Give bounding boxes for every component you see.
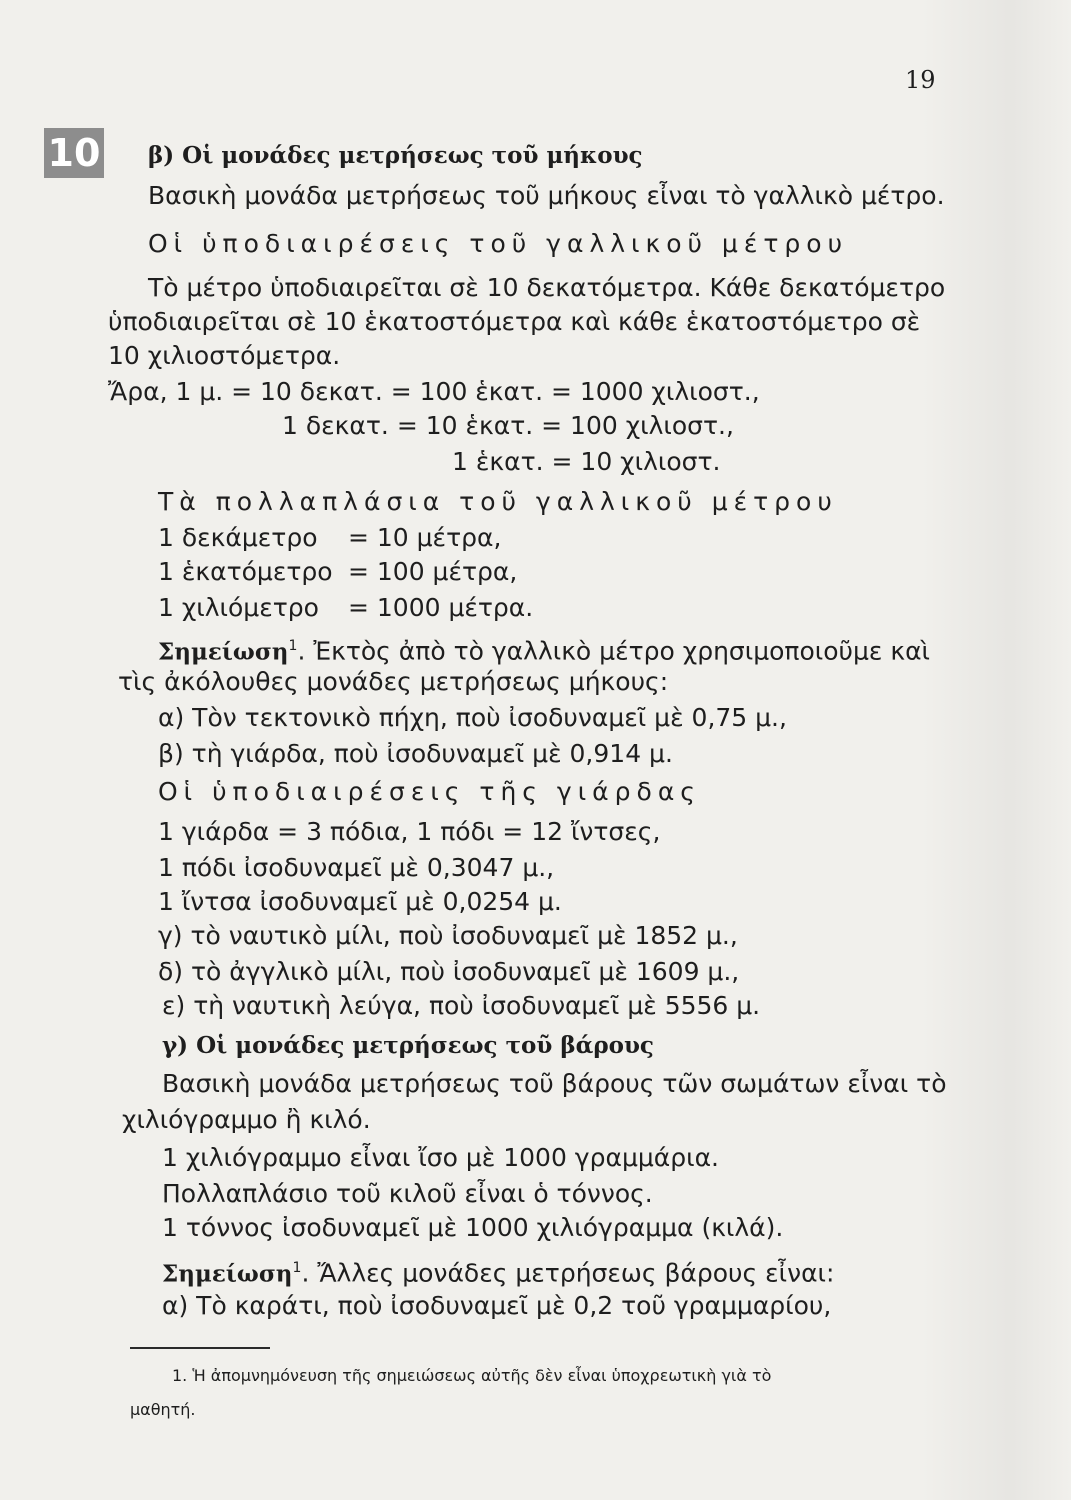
multiple-value: = 100 μέτρα,	[348, 557, 518, 586]
other-unit-b: β) τὴ γιάρδα, ποὺ ἰσοδυναμεῖ μὲ 0,914 μ.	[158, 739, 673, 768]
yard-subdivisions-title: Οἱ ὑποδιαιρέσεις τῆς γιάρδας	[158, 777, 701, 806]
note-2-marker: 1	[292, 1260, 302, 1276]
subdivisions-line-3: 10 χιλιοστόμετρα.	[108, 341, 341, 370]
other-unit-c: γ) τὸ ναυτικὸ μίλι, ποὺ ἰσοδυναμεῖ μὲ 1852 μ.,	[158, 921, 738, 950]
equivalence-line-3: 1 ἑκατ. = 10 χιλιοστ.	[452, 447, 721, 476]
yard-line-2: 1 πόδι ἰσοδυναμεῖ μὲ 0,3047 μ.,	[158, 853, 555, 882]
note-1-line-1	[158, 630, 930, 668]
note-1-line-2: τὶς ἀκόλουθες μονάδες μετρήσεως μήκους:	[118, 667, 669, 696]
page-number: 19	[905, 66, 936, 94]
yard-line-3: 1 ἴντσα ἰσοδυναμεῖ μὲ 0,0254 μ.	[158, 887, 562, 916]
note-2-text: . Ἄλλες μονάδες μετρήσεως βάρους εἶναι:	[301, 1258, 835, 1288]
yard-line-1: 1 γιάρδα = 3 πόδια, 1 πόδι = 12 ἴντσες,	[158, 817, 661, 846]
footnote-divider	[130, 1347, 270, 1349]
note-1-label: Σημείωση	[158, 638, 289, 666]
multiple-unit: 1 δεκάμετρο	[158, 523, 318, 552]
multiple-value: = 1000 μέτρα.	[348, 593, 534, 622]
other-unit-d: δ) τὸ ἀγγλικὸ μίλι, ποὺ ἰσοδυναμεῖ μὲ 1609 μ.,	[158, 957, 740, 986]
equivalence-line-2: 1 δεκατ. = 10 ἑκατ. = 100 χιλιοστ.,	[282, 411, 734, 440]
multiple-value: = 10 μέτρα,	[348, 523, 502, 552]
note-2-label: Σημείωση	[162, 1260, 293, 1288]
subdivisions-line-2: ὑποδιαιρεῖται σὲ 10 ἑκατοστόμετρα καὶ κάθε ἑκατοστόμετρο σὲ	[108, 307, 921, 336]
subdivisions-line-1: Τὸ μέτρο ὑποδιαιρεῖται σὲ 10 δεκατόμετρα. Κάθε δεκατόμετρο	[148, 273, 946, 302]
multiple-unit: 1 χιλιόμετρο	[158, 593, 319, 622]
weight-line-3: 1 χιλιόγραμμο εἶναι ἴσο μὲ 1000 γραμμάρια.	[162, 1143, 719, 1172]
weight-line-1: Βασικὴ μονάδα μετρήσεως τοῦ βάρους τῶν σωμάτων εἶναι τὸ	[162, 1069, 947, 1098]
carat-line: α) Τὸ καράτι, ποὺ ἰσοδυναμεῖ μὲ 0,2 τοῦ γραμμαρίου,	[162, 1291, 832, 1320]
subdivisions-title: Οἱ ὑποδιαιρέσεις τοῦ γαλλικοῦ μέτρου	[148, 229, 849, 258]
weight-line-5: 1 τόννος ἰσοδυναμεῖ μὲ 1000 χιλιόγραμμα (κιλά).	[162, 1213, 784, 1242]
page-bleed-shadow	[921, 0, 1071, 1500]
multiple-unit: 1 ἑκατόμετρο	[158, 557, 333, 586]
footnote-line-1: 1. Ἡ ἀπομνημόνευση τῆς σημειώσεως αὐτῆς δὲν εἶναι ὑποχρεωτικὴ γιὰ τὸ	[172, 1366, 772, 1385]
section-heading-length: β) Οἱ μονάδες μετρήσεως τοῦ μήκους	[148, 142, 643, 169]
section-number-badge: 10	[44, 128, 104, 178]
section-heading-weight: γ) Οἱ μονάδες μετρήσεως τοῦ βάρους	[162, 1032, 654, 1059]
note-1-marker: 1	[288, 638, 298, 654]
note-2-line	[162, 1252, 834, 1290]
other-unit-e: ε) τὴ ναυτικὴ λεύγα, ποὺ ἰσοδυναμεῖ μὲ 5556 μ.	[162, 991, 761, 1020]
footnote-line-2: μαθητή.	[130, 1400, 196, 1419]
other-unit-a: α) Τὸν τεκτονικὸ πήχη, ποὺ ἰσοδυναμεῖ μὲ 0,75 μ.,	[158, 703, 787, 732]
weight-line-4: Πολλαπλάσιο τοῦ κιλοῦ εἶναι ὁ τόννος.	[162, 1179, 653, 1208]
base-unit-length-text: Βασικὴ μονάδα μετρήσεως τοῦ μήκους εἶναι τὸ γαλλικὸ μέτρο.	[148, 181, 945, 210]
weight-line-2: χιλιόγραμμο ἢ κιλό.	[122, 1105, 371, 1134]
note-1-text: . Ἐκτὸς ἀπὸ τὸ γαλλικὸ μέτρο χρησιμοποιοῦμε καὶ	[297, 636, 931, 666]
multiples-title: Τὰ πολλαπλάσια τοῦ γαλλικοῦ μέτρου	[158, 487, 838, 516]
equivalence-line-1: Ἄρα, 1 μ. = 10 δεκατ. = 100 ἑκατ. = 1000 χιλιοστ.,	[108, 377, 760, 406]
